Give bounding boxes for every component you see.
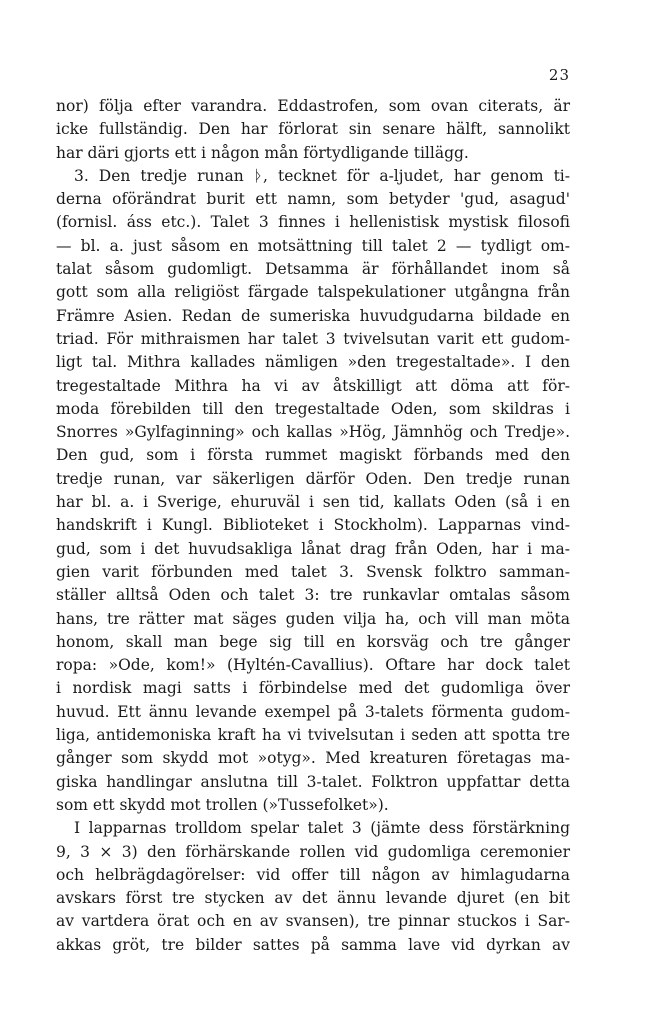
text-line: av vartdera örat och en av svansen), tre pinnar stuckos i Sar- [56, 912, 570, 931]
text-line: gien varit förbunden med talet 3. Svensk folktro samman- [56, 562, 570, 581]
text-line: — bl. a. just såsom en motsättning till talet 2 — tydligt om- [56, 236, 570, 255]
text-line: Den gud, som i första rummet magiskt förbands med den [56, 446, 570, 465]
text-line: huvud. Ett ännu levande exempel på 3-talets förmenta gudom- [56, 702, 570, 721]
text-line: Snorres »Gylfaginning» och kallas »Hög, Jämnhög och Tredje». [56, 423, 570, 442]
text-line: som ett skydd mot trollen (»Tussefolket»). [56, 795, 389, 814]
text-line: liga, antidemoniska kraft ha vi tvivelsutan i seden att spotta tre [56, 726, 570, 745]
text-line: handskrift i Kungl. Biblioteket i Stockholm). Lapparnas vind- [56, 516, 570, 535]
text-line: moda förebilden till den tregestaltade Oden, som skildras i [56, 399, 570, 418]
body-text [56, 95, 570, 957]
text-line: icke fullständig. Den har förlorat sin senare hälft, sannolikt [56, 120, 570, 139]
text-line: ställer alltså Oden och talet 3: tre runkavlar omtalas såsom [56, 586, 570, 605]
text-line: honom, skall man bege sig till en korsväg och tre gånger [56, 632, 570, 651]
text-line: giska handlingar anslutna till 3-talet. Folktron uppfattar detta [56, 772, 570, 791]
text-line: 9, 3 × 3) den förhärskande rollen vid gudomliga ceremonier [56, 842, 570, 861]
text-line: i nordisk magi satts i förbindelse med det gudomliga över [56, 679, 570, 698]
text-line: talat såsom gudomligt. Detsamma är förhållandet inom så [56, 260, 570, 279]
text-line: och helbrägdagörelser: vid offer till någon av himlagudarna [56, 865, 570, 884]
page-number: 23 [548, 66, 570, 84]
text-line: ligt tal. Mithra kallades nämligen »den tregestaltade». I den [56, 353, 570, 372]
text-line: 3. Den tredje runan ᚦ, tecknet för a-ljudet, har genom ti- [74, 166, 570, 185]
text-line: gud, som i det huvudsakliga lånat drag från Oden, har i ma- [56, 539, 570, 558]
text-line: triad. För mithraismen har talet 3 tvivelsutan varit ett gudom- [56, 329, 570, 348]
text-line: har däri gjorts ett i någon mån förtydligande tillägg. [56, 143, 469, 162]
text-line: Främre Asien. Redan de sumeriska huvudgudarna bildade en [56, 306, 570, 325]
text-line: derna oförändrat burit ett namn, som betyder 'gud, asagud' [56, 190, 570, 209]
text-line: I lapparnas trolldom spelar talet 3 (jämte dess förstärkning [74, 819, 570, 838]
text-line: hans, tre rätter mat säges guden vilja ha, och vill man möta [56, 609, 570, 628]
text-line: (fornisl. áss etc.). Talet 3 finnes i hellenistisk mystisk filosofi [56, 213, 570, 232]
text-line: ropa: »Ode, kom!» (Hyltén-Cavallius). Oftare har dock talet [56, 656, 570, 675]
text-line: gott som alla religiöst färgade talspekulationer utgångna från [56, 283, 570, 302]
text-line: tregestaltade Mithra ha vi av åtskilligt att döma att för- [56, 376, 570, 395]
text-line: nor) följa efter varandra. Eddastrofen, som ovan citerats, är [56, 97, 570, 115]
text-line: avskars först tre stycken av det ännu levande djuret (en bit [56, 889, 570, 908]
text-line: akkas gröt, tre bilder sattes på samma lave vid dyrkan av [56, 935, 570, 954]
text-line: gånger som skydd mot »otyg». Med kreaturen företagas ma- [56, 749, 570, 768]
text-line: har bl. a. i Sverige, ehuruväl i sen tid, kallats Oden (så i en [56, 493, 570, 512]
text-line: tredje runan, var säkerligen därför Oden. Den tredje runan [56, 469, 570, 488]
